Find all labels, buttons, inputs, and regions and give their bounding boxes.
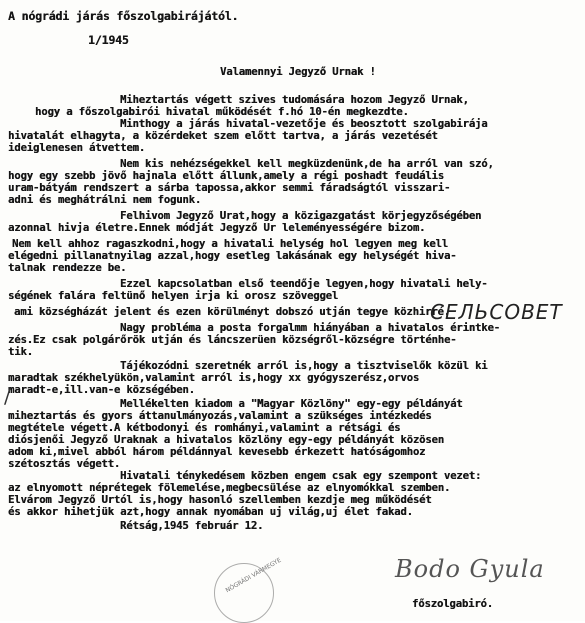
text-line: hogy a főszolgabirói hivatal működését f.hó 10-én megkezdte. [35, 106, 409, 118]
text-line: Elvárom Jegyző Urtól is,hogy hasonló szellemben kezdje meg működését [8, 494, 432, 506]
text-line: ami községházát jelent és ezen körülményt dobszó utján tegye közhirré. [14, 306, 450, 318]
text-line: diósjenői Jegyző Uraknak a hivatalos közlöny egy-egy példányát közösen [8, 434, 444, 446]
text-line: Rétság,1945 február 12. [120, 520, 264, 532]
handwritten-signature: Bodo Gyula [395, 555, 545, 583]
text-line: Mellékelten kiadom a "Magyar Közlöny" egy-egy példányát [120, 398, 463, 410]
text-line: szétosztás végett. [8, 458, 121, 470]
text-line: ségének falára feltünő helyen irja ki orosz szöveggel [8, 290, 339, 302]
text-line: és akkor hihetjük azt,hogy annak nyomában uj világ,uj élet fakad. [8, 506, 413, 518]
text-line: adom ki,mivel abból három példánnyal kevesebb érkezett hatóságomhoz [8, 446, 426, 458]
text-line: uram-bátyám rendszert a sárba tapossa,akkor semmi fáradságtól visszari- [8, 182, 451, 194]
text-line: Nem kell ahhoz ragaszkodni,hogy a hivatali helység hol legyen meg kell [12, 238, 448, 250]
text-line: maradtak székhelyükön,valamint arról is,hogy xx gyógyszerész,orvos [8, 372, 420, 384]
text-line: az elnyomott néprétegek fölemelése,megbecsülése az elnyomókkal szemben. [8, 482, 451, 494]
text-line: tik. [8, 346, 33, 358]
text-line: ideiglenesen átvettem. [8, 142, 146, 154]
text-line: elégedni pillanatnyilag azzal,hogy esetleg lakásának egy helységét hiva- [8, 250, 457, 262]
text-line: miheztartás és gyors áttanulmányozás,valamint a szükséges intézkedés [8, 410, 432, 422]
text-line: Valamennyi Jegyző Urnak ! [220, 66, 376, 78]
text-line: maradt-e,ill.van-e községében. [8, 384, 195, 396]
text-line: hogy egy szebb jövő hajnala előtt állunk,amely a régi poshadt feudális [8, 170, 444, 182]
text-line: adni és meghátrálni nem fogunk. [8, 194, 202, 206]
text-line: főszolgabiró. [412, 598, 493, 610]
text-line: hivatalát elhagyta, a közérdeket szem előtt tartva, a járás vezetését [8, 130, 438, 142]
text-line: 1/1945 [88, 33, 129, 47]
text-line: Hivatali ténykedésem közben engem csak egy szempont vezet: [120, 470, 482, 482]
text-line: Miheztartás végett szives tudomására hozom Jegyző Urnak, [120, 94, 469, 106]
text-line: Nem kis nehézségekkel kell megküzdenünk,de ha arról van szó, [120, 158, 494, 170]
russian-stamp-text: СЕЛЬСОВЕТ [430, 300, 563, 324]
text-line: zés.Ez csak polgárőrök utján és láncszerüen községről-községre történhe- [8, 334, 457, 346]
text-line: megtétele végett.A kétbodonyi és romhányi,valamint a rétsági és [8, 422, 401, 434]
text-line: Felhivom Jegyző Urat,hogy a közigazgatást körjegyzőségében [120, 210, 482, 222]
text-line: azonnal hivja életre.Ennek módját Jegyző Ur leleményességére bizom. [8, 222, 426, 234]
handwritten-mark: / [4, 384, 11, 408]
text-line: Tájékozódni szeretnék arról is,hogy a tisztviselők közül ki [120, 360, 488, 372]
text-line: Nagy probléma a posta forgalmm hiányában a hivatalos érintke- [120, 322, 500, 334]
text-line: Ezzel kapcsolatban első teendője legyen,hogy hivatali hely- [120, 278, 488, 290]
text-line: talnak rendezze be. [8, 262, 127, 274]
text-line: A nógrádi járás főszolgabirájától. [8, 9, 239, 23]
seal-text: NÓGRÁDI VÁRMEGYE [224, 556, 283, 595]
text-line: Minthogy a járás hivatal-vezetője és beosztott szolgabirája [120, 118, 488, 130]
